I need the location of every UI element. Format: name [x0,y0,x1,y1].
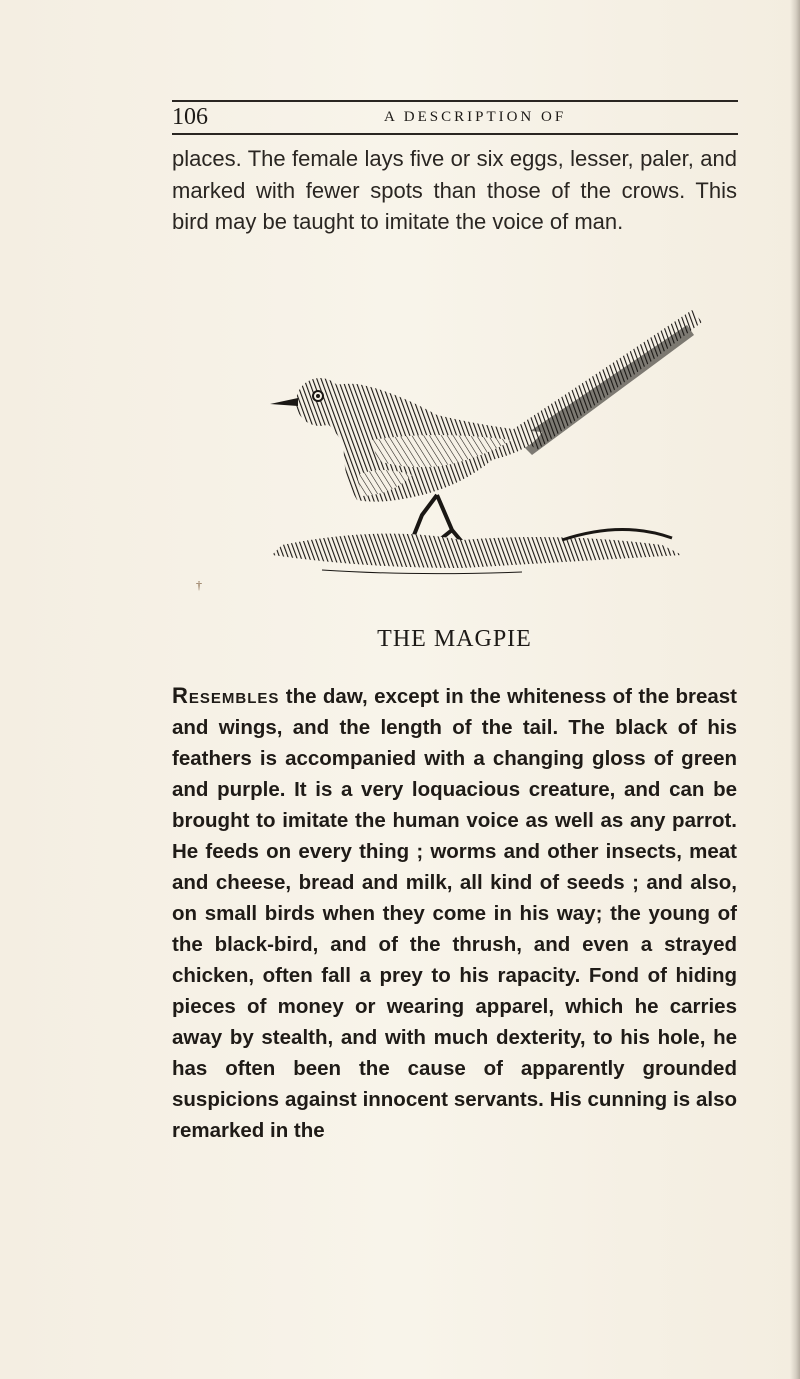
body-paragraph [172,680,737,1146]
magpie-beak [270,398,298,406]
opening-paragraph: places. The female lays five or six eggs, lesser, paler, and marked with fewer spots than those of the crows. This bird may be taught to imitate the voice of man. [172,146,737,234]
running-head-title: A DESCRIPTION OF [384,109,567,125]
header-rule-bottom [172,133,738,135]
body-text: the daw, except in the whiteness of the breast and wings, and the length of the tail. The black of his feathers is accompanied with a changing gloss of green and purple. It is a very loquacious creature, and can be brought to imitate the human voice as well as any parrot. He feeds on every thing ; worms and other insects, meat and cheese, bread and milk, all kind of seeds ; and also, on small birds when they come in his way; the young of the black-bird, and of the thrush, and even a strayed chicken, often fall a prey to his rapacity. Fond of hiding pieces of money or wearing apparel, which he carries away by stealth, and with much dexterity, to his hole, he has often been the cause of apparently grounded suspicions against innocent servants. His cunning is also remarked in the [172,685,737,1142]
illustration-caption: THE MAGPIE [377,626,532,652]
magpie-head [296,378,344,426]
body-first-word: Resembles [172,683,280,708]
header-rule-top [172,100,738,102]
page-edge-shadow [790,0,800,1379]
magpie-illustration [262,300,702,590]
page-number: 106 [172,104,208,130]
running-head [172,100,738,140]
ground [272,534,682,568]
page-mark: † [196,578,202,592]
